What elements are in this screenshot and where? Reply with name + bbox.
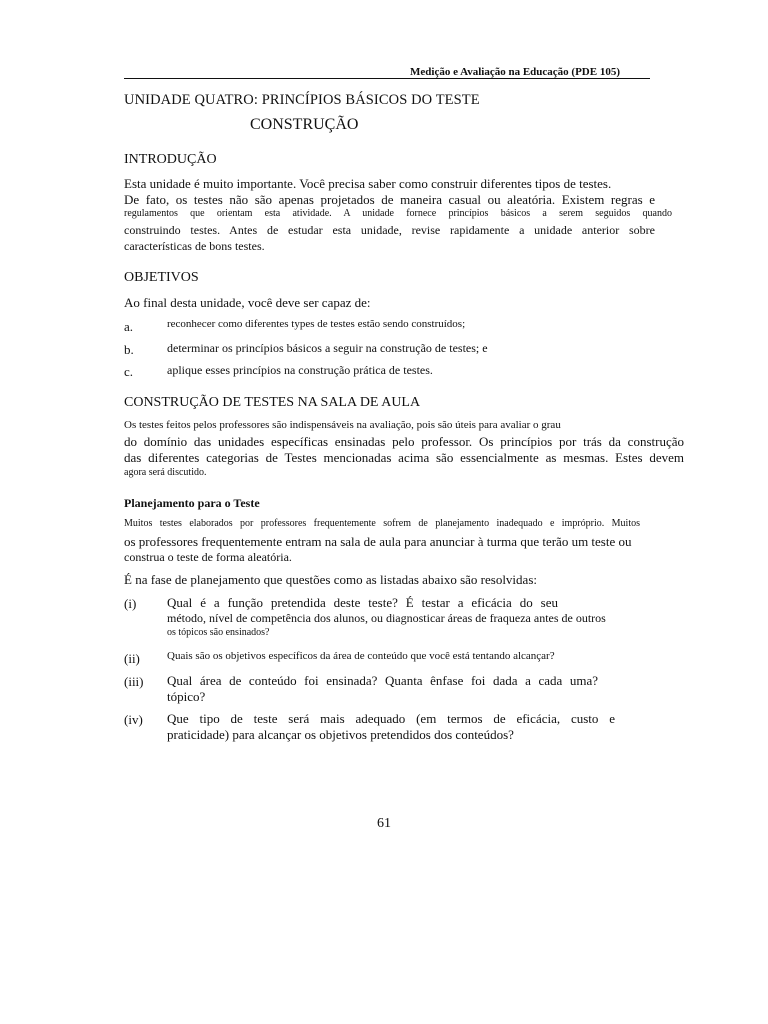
question-i-line-3: os tópicos são ensinados? [167,627,270,638]
question-iii-label: (iii) [124,674,144,689]
running-header [124,66,650,79]
unit-title: UNIDADE QUATRO: PRINCÍPIOS BÁSICOS DO TESTE [124,92,480,108]
question-iii-line-2: tópico? [167,689,206,704]
classroom-line-4: agora será discutido. [124,467,207,478]
objective-c-text: aplique esses princípios na construção prática de testes. [167,363,433,377]
classroom-heading: CONSTRUÇÃO DE TESTES NA SALA DE AULA [124,395,421,410]
question-iv-line-1: Que tipo de teste será mais adequado (em termos de eficácia, custo e [167,711,615,726]
intro-line-2: De fato, os testes não são apenas projetados de maneira casual ou aleatória. Existem regras e [124,192,655,207]
planning-lead: É na fase de planejamento que questões como as listadas abaixo são resolvidas: [124,572,537,587]
objectives-heading: OBJETIVOS [124,270,199,285]
objective-b-text: determinar os princípios básicos a seguir na construção de testes; e [167,341,488,355]
question-iv-line-2: praticidade) para alcançar os objetivos pretendidos dos conteúdos? [167,727,514,742]
objectives-lead: Ao final desta unidade, você deve ser capaz de: [124,295,371,310]
intro-line-3: regulamentos que orientam esta atividade. A unidade fornece princípios básicos a serem seguidos quando [124,208,672,219]
planning-line-3: construa o teste de forma aleatória. [124,550,292,564]
planning-heading: Planejamento para o Teste [124,496,260,510]
question-i-line-1: Qual é a função pretendida deste teste? É testar a eficácia do seu [167,595,558,610]
running-header-title: Medição e Avaliação na Educação (PDE 105) [410,66,620,78]
objective-a-text: reconhecer como diferentes types de testes estão sendo construídos; [167,318,466,330]
classroom-line-2: do domínio das unidades específicas ensinadas pelo professor. Os princípios por trás da construção [124,434,684,449]
question-iii-line-1: Qual área de conteúdo foi ensinada? Quanta ênfase foi dada a cada uma? [167,673,598,688]
planning-line-2: os professores frequentemente entram na sala de aula para anunciar à turma que terão um teste ou [124,534,632,549]
objective-c-label: c. [124,364,134,379]
intro-line-5: características de bons testes. [124,239,265,253]
intro-line-1: Esta unidade é muito importante. Você precisa saber como construir diferentes tipos de testes. [124,176,612,191]
objective-b-label: b. [124,342,134,357]
planning-line-1: Muitos testes elaborados por professores frequentemente sofrem de planejamento inadequado e impróprio. Muitos [124,518,640,529]
question-iv-label: (iv) [124,712,143,727]
classroom-line-1: Os testes feitos pelos professores são indispensáveis na avaliação, pois são úteis para avaliar o grau [124,419,561,431]
page-number: 61 [377,816,391,831]
objective-a-label: a. [124,319,134,334]
question-i-line-2: método, nível de competência dos alunos, ou diagnosticar áreas de fraqueza antes de outros [167,611,606,625]
question-i-label: (i) [124,596,137,611]
question-ii-line-1: Quais são os objetivos específicos da área de conteúdo que você está tentando alcançar? [167,650,555,662]
unit-subtitle: CONSTRUÇÃO [250,116,359,133]
question-ii-label: (ii) [124,651,140,666]
intro-heading: INTRODUÇÃO [124,152,217,167]
intro-line-4: construindo testes. Antes de estudar esta unidade, revise rapidamente a unidade anterior sobre [124,223,655,237]
classroom-line-3: das diferentes categorias de Testes mencionadas acima são essencialmente as mesmas. Estes devem [124,450,684,465]
